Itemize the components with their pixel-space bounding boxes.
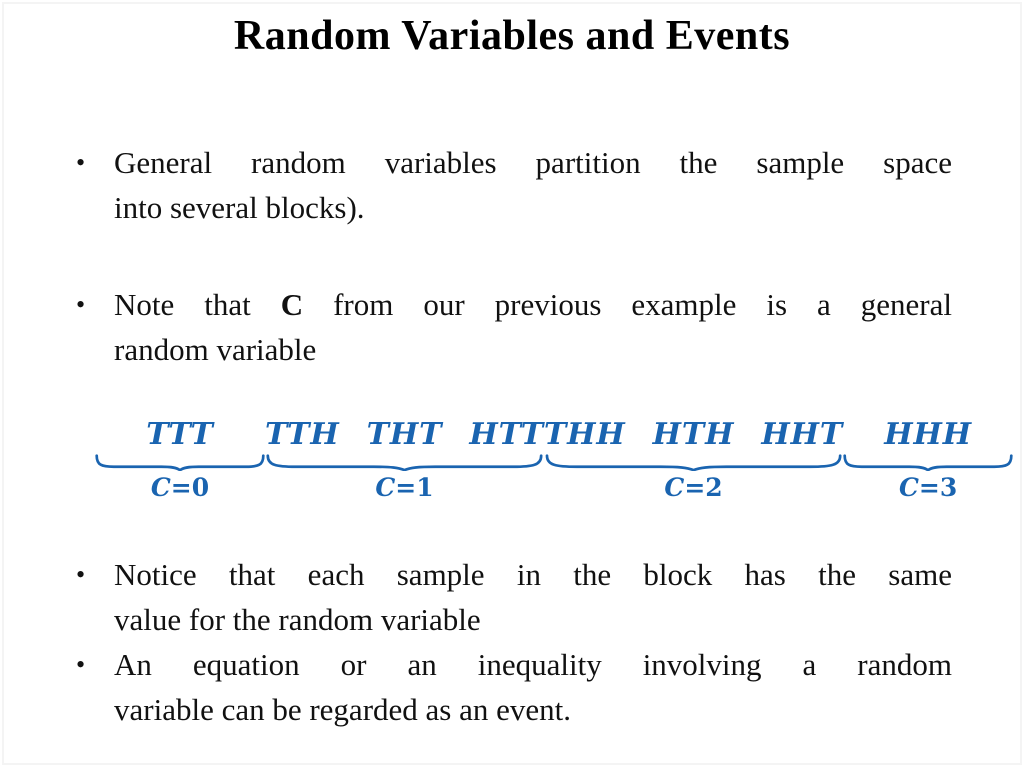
group-label-c1: C=1: [375, 473, 434, 502]
bullet-dot-icon: •: [76, 290, 86, 319]
underbrace-icon: [95, 454, 265, 471]
bullet-4-line-2: variable can be regarded as an event.: [114, 691, 571, 727]
sample-token: HTH: [652, 417, 735, 452]
sample-token: HHH: [884, 417, 972, 452]
partition-figure: [95, 417, 972, 502]
sample-outcomes: [884, 418, 972, 451]
bullet-item-3: [72, 552, 952, 642]
group-label-c3: C=3: [898, 473, 958, 502]
sample-outcomes: [146, 418, 214, 451]
bullet-dot-icon: •: [76, 559, 86, 589]
sample-outcomes: [265, 418, 544, 451]
sample-token: HHT: [761, 417, 844, 452]
underbrace-icon: [843, 454, 1013, 471]
slide-title: Random Variables and Events: [233, 13, 791, 59]
partition-group-c2: [544, 418, 843, 502]
bullet-4-line-1: An equation or an inequality involving a random: [114, 646, 952, 682]
bullet-2-line-2: random variable: [114, 332, 317, 367]
partition-group-c3: [843, 418, 1013, 502]
random-variable-symbol: C: [280, 287, 304, 322]
bullet-1-line-2: into several blocks).: [114, 190, 365, 225]
group-label-c0: C=0: [150, 473, 210, 502]
bullet-2-line-1: [114, 282, 952, 327]
bullet-dot-icon: •: [76, 148, 86, 177]
sample-token: TTT: [146, 417, 214, 452]
bullet-2-text-pre: Note that: [114, 287, 251, 322]
bullet-3-line-2: value for the random variable: [114, 601, 481, 637]
bullet-3-line-1: Notice that each sample in the block has the same: [114, 556, 952, 592]
partition-group-c1: [265, 418, 544, 502]
bullet-dot-icon: •: [76, 649, 86, 679]
bullet-1-line-1: General random variables partition the sample space: [114, 145, 952, 180]
bullet-item-4: [72, 642, 952, 732]
bullet-2-text-post: from our previous example is a general: [333, 287, 952, 322]
sample-token: THH: [543, 417, 626, 452]
underbrace-icon: [544, 454, 843, 471]
partition-group-c0: [95, 418, 265, 502]
bullet-text-4: [114, 642, 952, 732]
underbrace-icon: [265, 454, 544, 471]
bullet-text-3: [114, 552, 952, 642]
bullet-item-1: [72, 140, 952, 230]
group-label-c2: C=2: [664, 473, 723, 502]
sample-token: THT: [366, 417, 443, 452]
bullet-text-1: [114, 140, 952, 230]
bullet-text-2: [114, 282, 952, 372]
slide-content: [72, 140, 972, 732]
bullet-item-2: [72, 282, 952, 372]
sample-token: HTT: [469, 417, 544, 452]
sample-token: TTH: [265, 417, 340, 452]
sample-outcomes: [544, 418, 843, 451]
